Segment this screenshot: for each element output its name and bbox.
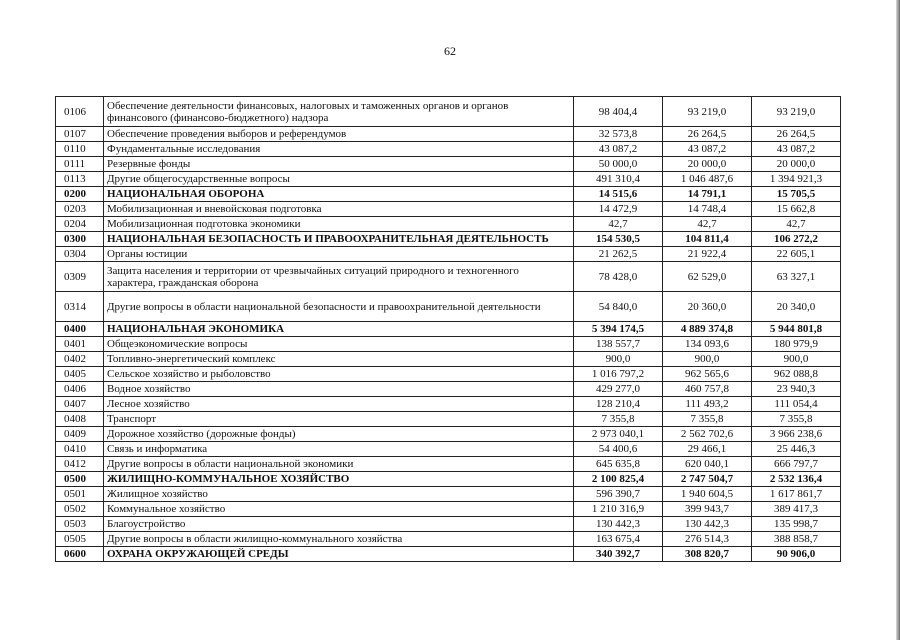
amount-col1-cell: 42,7	[574, 217, 663, 232]
section-name-cell: Жилищное хозяйство	[104, 487, 574, 502]
amount-col2-cell: 21 922,4	[663, 247, 752, 262]
table-row	[56, 322, 841, 337]
amount-col2-cell: 276 514,3	[663, 532, 752, 547]
section-code-cell: 0309	[56, 262, 104, 292]
section-name-cell: Лесное хозяйство	[104, 397, 574, 412]
section-code-cell: 0304	[56, 247, 104, 262]
amount-col2-cell: 2 747 504,7	[663, 472, 752, 487]
table-row	[56, 487, 841, 502]
section-name-cell: Другие вопросы в области национальной экономики	[104, 457, 574, 472]
amount-col3-cell: 962 088,8	[752, 367, 841, 382]
table-row	[56, 352, 841, 367]
section-code-cell: 0402	[56, 352, 104, 367]
amount-col3-cell: 15 705,5	[752, 187, 841, 202]
amount-col1-cell: 596 390,7	[574, 487, 663, 502]
amount-col3-cell: 22 605,1	[752, 247, 841, 262]
section-code-cell: 0408	[56, 412, 104, 427]
section-code-cell: 0505	[56, 532, 104, 547]
table-row	[56, 262, 841, 292]
amount-col1-cell: 491 310,4	[574, 172, 663, 187]
amount-col2-cell: 130 442,3	[663, 517, 752, 532]
amount-col2-cell: 460 757,8	[663, 382, 752, 397]
section-code-cell: 0500	[56, 472, 104, 487]
amount-col2-cell: 42,7	[663, 217, 752, 232]
table-row	[56, 292, 841, 322]
section-name-cell: Благоустройство	[104, 517, 574, 532]
amount-col2-cell: 4 889 374,8	[663, 322, 752, 337]
table-row	[56, 397, 841, 412]
amount-col1-cell: 2 100 825,4	[574, 472, 663, 487]
section-code-cell: 0106	[56, 97, 104, 127]
amount-col3-cell: 1 394 921,3	[752, 172, 841, 187]
amount-col2-cell: 111 493,2	[663, 397, 752, 412]
amount-col1-cell: 130 442,3	[574, 517, 663, 532]
section-name-cell: ЖИЛИЩНО-КОММУНАЛЬНОЕ ХОЗЯЙСТВО	[104, 472, 574, 487]
section-name-cell: ОХРАНА ОКРУЖАЮЩЕЙ СРЕДЫ	[104, 547, 574, 562]
section-code-cell: 0406	[56, 382, 104, 397]
table-row	[56, 442, 841, 457]
section-code-cell: 0300	[56, 232, 104, 247]
table-row	[56, 97, 841, 127]
table-row	[56, 382, 841, 397]
table-row	[56, 157, 841, 172]
section-name-cell: Сельское хозяйство и рыболовство	[104, 367, 574, 382]
table-row	[56, 427, 841, 442]
amount-col2-cell: 104 811,4	[663, 232, 752, 247]
amount-col2-cell: 2 562 702,6	[663, 427, 752, 442]
amount-col2-cell: 1 046 487,6	[663, 172, 752, 187]
amount-col1-cell: 900,0	[574, 352, 663, 367]
section-code-cell: 0412	[56, 457, 104, 472]
section-name-cell: Другие вопросы в области национальной безопасности и правоохранительной деятельности	[104, 292, 574, 322]
amount-col1-cell: 21 262,5	[574, 247, 663, 262]
amount-col3-cell: 388 858,7	[752, 532, 841, 547]
section-name-cell: Органы юстиции	[104, 247, 574, 262]
amount-col2-cell: 134 093,6	[663, 337, 752, 352]
section-code-cell: 0401	[56, 337, 104, 352]
amount-col3-cell: 389 417,3	[752, 502, 841, 517]
amount-col1-cell: 32 573,8	[574, 127, 663, 142]
table-row	[56, 472, 841, 487]
page-number: 62	[444, 44, 456, 58]
amount-col3-cell: 7 355,8	[752, 412, 841, 427]
table-row	[56, 547, 841, 562]
amount-col1-cell: 128 210,4	[574, 397, 663, 412]
amount-col3-cell: 5 944 801,8	[752, 322, 841, 337]
table-row	[56, 457, 841, 472]
section-code-cell: 0314	[56, 292, 104, 322]
amount-col3-cell: 900,0	[752, 352, 841, 367]
section-code-cell: 0502	[56, 502, 104, 517]
section-code-cell: 0600	[56, 547, 104, 562]
amount-col2-cell: 7 355,8	[663, 412, 752, 427]
amount-col1-cell: 154 530,5	[574, 232, 663, 247]
section-name-cell: Обеспечение деятельности финансовых, налоговых и таможенных органов и органов финансового (финансово-бюджетного) надзора	[104, 97, 574, 127]
section-name-cell: Другие вопросы в области жилищно-коммунального хозяйства	[104, 532, 574, 547]
amount-col1-cell: 645 635,8	[574, 457, 663, 472]
amount-col2-cell: 1 940 604,5	[663, 487, 752, 502]
section-name-cell: Резервные фонды	[104, 157, 574, 172]
amount-col1-cell: 138 557,7	[574, 337, 663, 352]
amount-col1-cell: 429 277,0	[574, 382, 663, 397]
section-code-cell: 0107	[56, 127, 104, 142]
amount-col3-cell: 20 340,0	[752, 292, 841, 322]
amount-col3-cell: 3 966 238,6	[752, 427, 841, 442]
section-name-cell: Коммунальное хозяйство	[104, 502, 574, 517]
amount-col1-cell: 43 087,2	[574, 142, 663, 157]
section-name-cell: Фундаментальные исследования	[104, 142, 574, 157]
amount-col2-cell: 620 040,1	[663, 457, 752, 472]
amount-col1-cell: 7 355,8	[574, 412, 663, 427]
amount-col1-cell: 340 392,7	[574, 547, 663, 562]
amount-col1-cell: 163 675,4	[574, 532, 663, 547]
scan-edge	[896, 0, 900, 640]
section-name-cell: Обеспечение проведения выборов и референдумов	[104, 127, 574, 142]
amount-col3-cell: 42,7	[752, 217, 841, 232]
amount-col3-cell: 15 662,8	[752, 202, 841, 217]
amount-col1-cell: 54 400,6	[574, 442, 663, 457]
amount-col3-cell: 106 272,2	[752, 232, 841, 247]
amount-col2-cell: 93 219,0	[663, 97, 752, 127]
amount-col3-cell: 111 054,4	[752, 397, 841, 412]
section-code-cell: 0203	[56, 202, 104, 217]
amount-col2-cell: 962 565,6	[663, 367, 752, 382]
section-name-cell: Защита населения и территории от чрезвычайных ситуаций природного и техногенного характера, гражданская оборона	[104, 262, 574, 292]
amount-col1-cell: 14 472,9	[574, 202, 663, 217]
amount-col1-cell: 1 210 316,9	[574, 502, 663, 517]
amount-col2-cell: 900,0	[663, 352, 752, 367]
section-code-cell: 0503	[56, 517, 104, 532]
amount-col2-cell: 308 820,7	[663, 547, 752, 562]
amount-col3-cell: 25 446,3	[752, 442, 841, 457]
section-code-cell: 0501	[56, 487, 104, 502]
amount-col3-cell: 93 219,0	[752, 97, 841, 127]
amount-col1-cell: 1 016 797,2	[574, 367, 663, 382]
amount-col3-cell: 180 979,9	[752, 337, 841, 352]
section-name-cell: Мобилизационная подготовка экономики	[104, 217, 574, 232]
amount-col3-cell: 135 998,7	[752, 517, 841, 532]
table-row	[56, 412, 841, 427]
table-row	[56, 247, 841, 262]
table-row	[56, 202, 841, 217]
amount-col3-cell: 90 906,0	[752, 547, 841, 562]
section-code-cell: 0409	[56, 427, 104, 442]
section-name-cell: НАЦИОНАЛЬНАЯ БЕЗОПАСНОСТЬ И ПРАВООХРАНИТЕЛЬНАЯ ДЕЯТЕЛЬНОСТЬ	[104, 232, 574, 247]
amount-col3-cell: 63 327,1	[752, 262, 841, 292]
amount-col1-cell: 78 428,0	[574, 262, 663, 292]
table-row	[56, 502, 841, 517]
table-row	[56, 187, 841, 202]
section-code-cell: 0111	[56, 157, 104, 172]
table-row	[56, 532, 841, 547]
section-code-cell: 0410	[56, 442, 104, 457]
section-name-cell: Мобилизационная и вневойсковая подготовка	[104, 202, 574, 217]
table-row	[56, 127, 841, 142]
section-name-cell: НАЦИОНАЛЬНАЯ ОБОРОНА	[104, 187, 574, 202]
section-name-cell: Другие общегосударственные вопросы	[104, 172, 574, 187]
amount-col3-cell: 666 797,7	[752, 457, 841, 472]
amount-col1-cell: 50 000,0	[574, 157, 663, 172]
amount-col2-cell: 29 466,1	[663, 442, 752, 457]
table-row	[56, 142, 841, 157]
amount-col2-cell: 20 360,0	[663, 292, 752, 322]
table-row	[56, 217, 841, 232]
amount-col1-cell: 54 840,0	[574, 292, 663, 322]
amount-col2-cell: 14 791,1	[663, 187, 752, 202]
section-name-cell: Общеэкономические вопросы	[104, 337, 574, 352]
amount-col3-cell: 20 000,0	[752, 157, 841, 172]
amount-col3-cell: 43 087,2	[752, 142, 841, 157]
section-code-cell: 0110	[56, 142, 104, 157]
amount-col2-cell: 399 943,7	[663, 502, 752, 517]
section-name-cell: Дорожное хозяйство (дорожные фонды)	[104, 427, 574, 442]
section-code-cell: 0200	[56, 187, 104, 202]
section-code-cell: 0407	[56, 397, 104, 412]
section-name-cell: Транспорт	[104, 412, 574, 427]
amount-col3-cell: 1 617 861,7	[752, 487, 841, 502]
amount-col3-cell: 23 940,3	[752, 382, 841, 397]
section-name-cell: Топливно-энергетический комплекс	[104, 352, 574, 367]
budget-table	[55, 96, 841, 562]
amount-col2-cell: 20 000,0	[663, 157, 752, 172]
table-row	[56, 517, 841, 532]
section-code-cell: 0204	[56, 217, 104, 232]
amount-col1-cell: 98 404,4	[574, 97, 663, 127]
section-code-cell: 0113	[56, 172, 104, 187]
amount-col1-cell: 5 394 174,5	[574, 322, 663, 337]
table-row	[56, 172, 841, 187]
table-row	[56, 232, 841, 247]
section-name-cell: Водное хозяйство	[104, 382, 574, 397]
table-row	[56, 367, 841, 382]
amount-col2-cell: 14 748,4	[663, 202, 752, 217]
amount-col3-cell: 2 532 136,4	[752, 472, 841, 487]
amount-col1-cell: 2 973 040,1	[574, 427, 663, 442]
amount-col2-cell: 26 264,5	[663, 127, 752, 142]
section-name-cell: НАЦИОНАЛЬНАЯ ЭКОНОМИКА	[104, 322, 574, 337]
section-name-cell: Связь и информатика	[104, 442, 574, 457]
amount-col3-cell: 26 264,5	[752, 127, 841, 142]
section-code-cell: 0405	[56, 367, 104, 382]
amount-col2-cell: 62 529,0	[663, 262, 752, 292]
amount-col1-cell: 14 515,6	[574, 187, 663, 202]
section-code-cell: 0400	[56, 322, 104, 337]
amount-col2-cell: 43 087,2	[663, 142, 752, 157]
table-row	[56, 337, 841, 352]
